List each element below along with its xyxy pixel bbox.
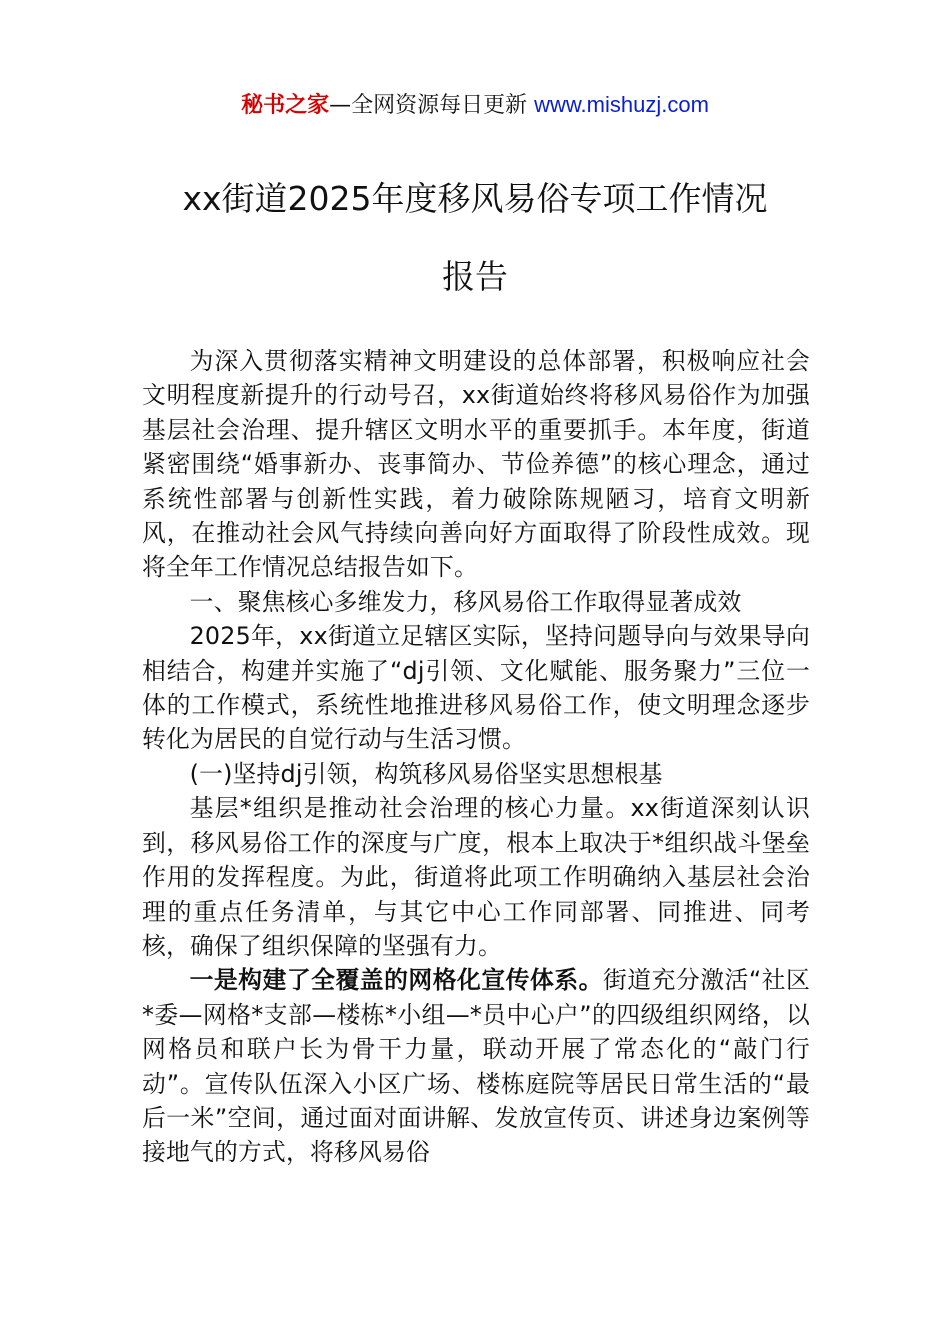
point-1-lead: 一是构建了全覆盖的网格化宣传体系。 xyxy=(189,966,603,995)
title-line-1: xx街道2025年度移风易俗专项工作情况 xyxy=(182,179,768,218)
point-1-paragraph xyxy=(142,963,810,1169)
title-line-2: 报告 xyxy=(442,257,508,296)
site-url-link[interactable]: www.mishuzj.com xyxy=(534,92,709,117)
section-1-paragraph: 2025年，xx街道立足辖区实际，坚持问题导向与效果导向相结合，构建并实施了“dj引领、文化赋能、服务聚力”三位一体的工作模式，系统性地推进移风易俗工作，使文明理念逐步转化为居民的自觉行动与生活习惯。 xyxy=(142,622,810,754)
section-1-heading: 一、聚焦核心多维发力，移风易俗工作取得显著成效 xyxy=(189,587,742,616)
document-body xyxy=(142,344,810,1170)
point-1-body: 街道充分激活“社区*委—网格*支部—楼栋*小组—*员中心户”的四级组织网络，以网格员和联户长为骨干力量，联动开展了常态化的“敲门行动”。宣传队伍深入小区广场、楼栋庭院等居民日常生活的“最后一米”空间，通过面对面讲解、发放宣传页、讲述身边案例等接地气的方式，将移风易俗 xyxy=(142,966,810,1167)
subsection-1-heading: (一)坚持dj引领，构筑移风易俗坚实思想根基 xyxy=(189,759,663,788)
subsection-1-paragraph: 基层*组织是推动社会治理的核心力量。xx街道深刻认识到，移风易俗工作的深度与广度，根本上取决于*组织战斗堡垒作用的发挥程度。为此，街道将此项工作明确纳入基层社会治理的重点任务清单，与其它中心工作同部署、同推进、同考核，确保了组织保障的坚强有力。 xyxy=(142,794,810,960)
site-header xyxy=(0,88,950,123)
document-title xyxy=(100,160,850,316)
intro-paragraph: 为深入贯彻落实精神文明建设的总体部署，积极响应社会文明程度新提升的行动号召，xx街道始终将移风易俗作为加强基层社会治理、提升辖区文明水平的重要抓手。本年度，街道紧密围绕“婚事新办、丧事简办、节俭养德”的核心理念，通过系统性部署与创新性实践，着力破除陈规陋习，培育文明新风，在推动社会风气持续向善向好方面取得了阶段性成效。现将全年工作情况总结报告如下。 xyxy=(142,347,810,582)
site-brand: 秘书之家 xyxy=(241,93,330,118)
site-tagline: —全网资源每日更新 xyxy=(329,93,535,118)
